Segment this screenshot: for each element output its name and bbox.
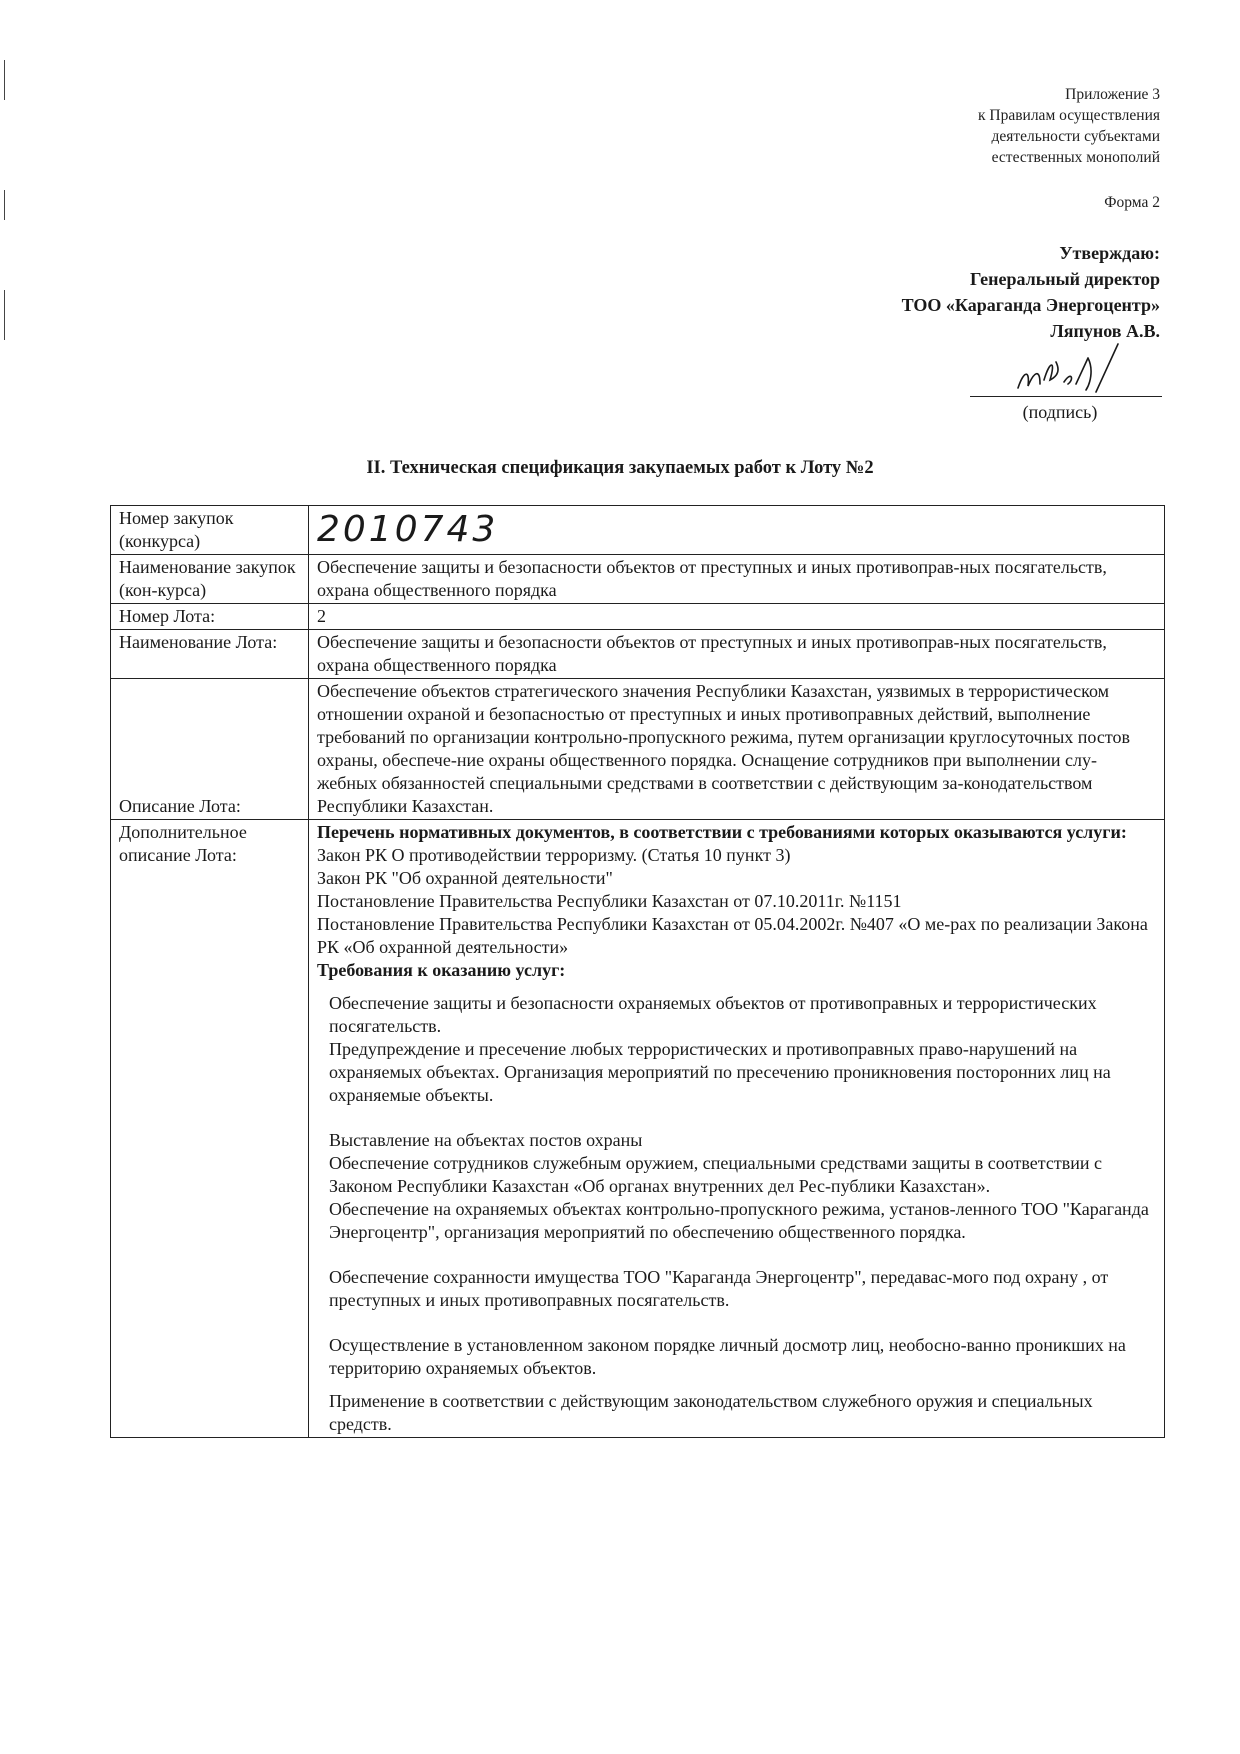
form-label: Форма 2 [1104,194,1160,211]
table-row [111,820,1165,1438]
section-title: II. Техническая спецификация закупаемых работ к Лоту №2 [366,458,874,478]
signature-image [1010,340,1130,400]
approval-line: Генеральный директор [970,269,1160,289]
docs-heading: Перечень нормативных документов, в соответствии с требованиями которых оказываются услуги: [317,822,1127,842]
appendix-line: к Правилам осуществления [977,107,1160,124]
row-label: Наименование Лота: [111,630,309,679]
row-label: Номер закупок (конкурса) [111,506,309,555]
signature-caption: (подпись) [1022,402,1098,422]
row-value: Обеспечение защиты и безопасности объектов от преступных и иных противоправ-ных посягательств, охрана общественного порядка [309,555,1165,604]
scan-mark [4,290,5,340]
row-value: Обеспечение объектов стратегического значения Республики Казахстан, уязвимых в террористическом отношении охраной и безопасностью от преступных и иных противоправных действий, выполнение требований по организации контрольно-пропускного режима, путем организации круглосуточных постов охраны, обеспече-ние охраны общественного порядка. Оснащение сотрудников при выполнении слу-жебных обязанностей специальными средствами в соответствии с действующим за-конодательством Республики Казахстан. [309,679,1165,820]
scan-mark [4,190,5,220]
requirement-item: Обеспечение на охраняемых объектах контрольно-пропускного режима, установ-ленного ТОО "Караганда Энергоцентр", организация мероприятий по обеспечению общественного порядка. [329,1199,1149,1242]
appendix-line: естественных монополий [991,149,1160,166]
approval-line: Ляпунов А.В. [1050,321,1160,341]
row-label: Описание Лота: [111,679,309,820]
table-row [111,604,1165,630]
row-label: Номер Лота: [111,604,309,630]
row-value: Обеспечение защиты и безопасности объектов от преступных и иных противоправ-ных посягательств, охрана общественного порядка [309,630,1165,679]
appendix-line: Приложение 3 [1065,86,1160,103]
appendix-line: деятельности субъектами [991,128,1160,145]
approval-line: Утверждаю: [1059,243,1160,263]
appendix-block [820,84,1160,168]
signature-line [970,396,1162,397]
doc-item: Постановление Правительства Республики Казахстан от 05.04.2002г. №407 «О ме-рах по реализации Закона РК «Об охранной деятельности» [317,914,1148,957]
requirement-item: Применение в соответствии с действующим законодательством служебного оружия и специальных средств. [329,1391,1093,1434]
requirement-item: Обеспечение сохранности имущества ТОО "Караганда Энергоцентр", передавас-мого под охрану , от преступных и иных противоправных посягательств. [329,1267,1109,1310]
additional-description [309,820,1165,1438]
row-label: Дополнительное описание Лота: [111,820,309,1438]
requirement-item: Обеспечение защиты и безопасности охраняемых объектов от противоправных и террористических посягательств. [329,993,1097,1036]
row-value: 2 [309,604,1165,630]
doc-item: Постановление Правительства Республики Казахстан от 07.10.2011г. №1151 [317,891,902,911]
table-row [111,555,1165,604]
table-row [111,506,1165,555]
row-label: Наименование закупок (кон-курса) [111,555,309,604]
requirement-item: Выставление на объектах постов охраны [329,1130,643,1150]
doc-item: Закон РК "Об охранной деятельности" [317,868,613,888]
table-row [111,679,1165,820]
doc-item: Закон РК О противодействии терроризму. (Статья 10 пункт 3) [317,845,791,865]
requirement-item: Осуществление в установленном законом порядке личный досмотр лиц, необосно-ванно проникших на территорию охраняемых объектов. [329,1335,1126,1378]
approval-line: ТОО «Караганда Энергоцентр» [901,295,1160,315]
table-row [111,630,1165,679]
spec-table [110,505,1165,1438]
approval-block [760,240,1160,344]
requirements-heading: Требования к оказанию услуг: [317,960,566,980]
requirement-item: Предупреждение и пресечение любых террористических и противоправных право-нарушений на охраняемых объектах. Организация мероприятий по пресечению проникновения посторонних лиц на охраняемые объекты. [329,1039,1111,1105]
scan-mark [4,60,5,100]
requirement-item: Обеспечение сотрудников служебным оружием, специальными средствами защиты в соответствии с Законом Республики Казахстан «Об органах внутренних дел Рес-публики Казахстан». [329,1153,1102,1196]
purchase-number: 2010743 [309,506,1165,555]
